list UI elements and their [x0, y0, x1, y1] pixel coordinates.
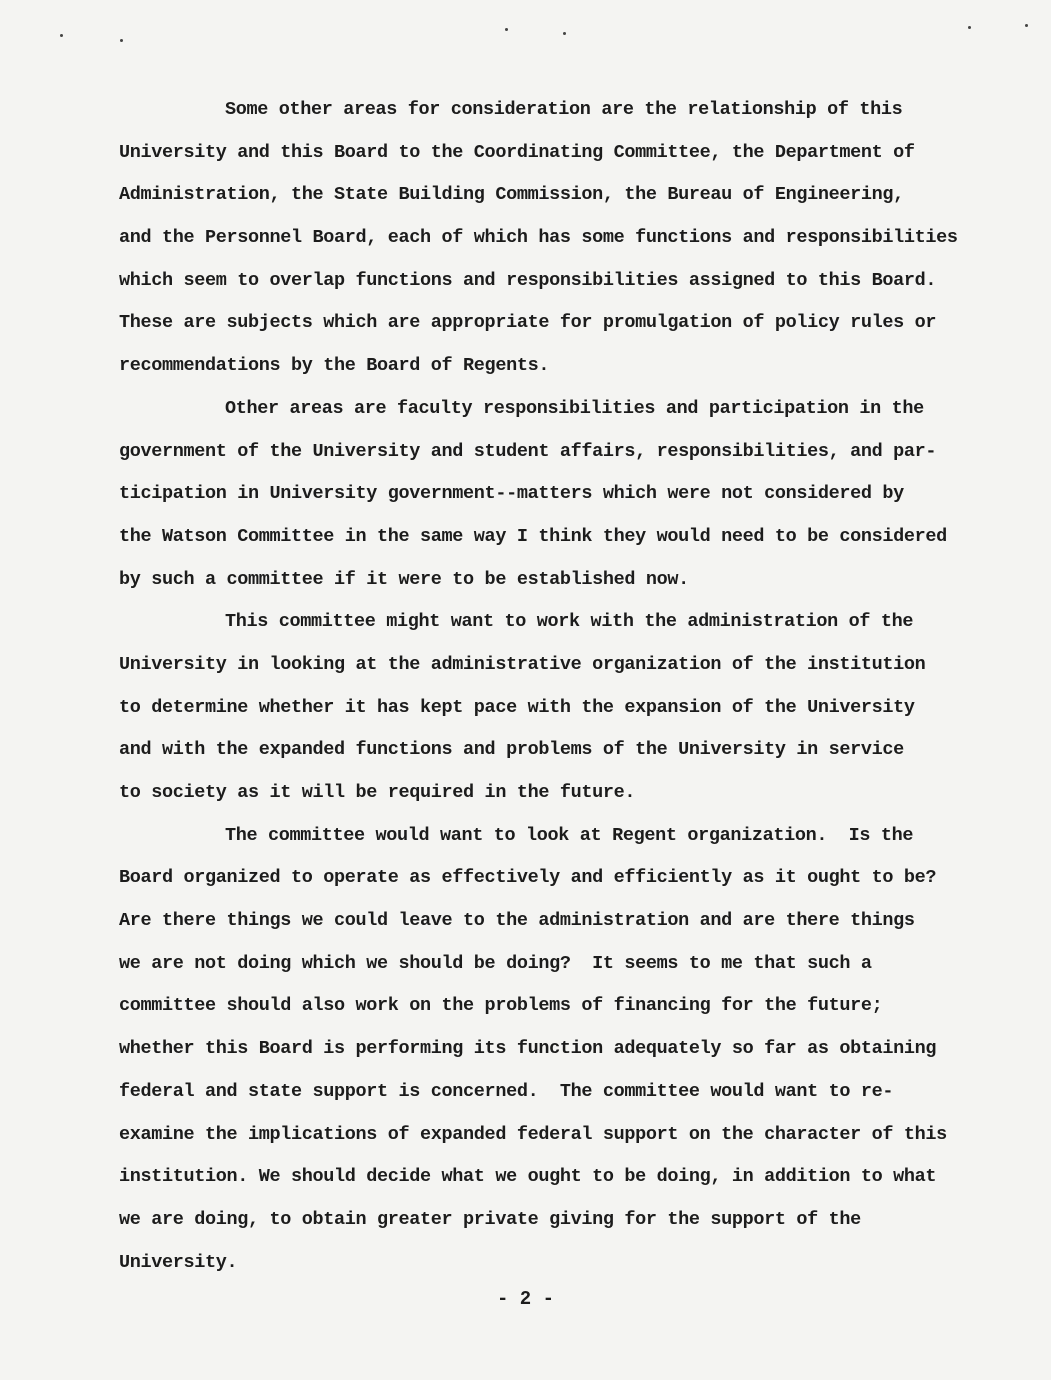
text-line: government of the University and student affairs, responsibilities, and par-	[119, 440, 937, 462]
text-line: The committee would want to look at Regent organization. Is the	[225, 824, 914, 846]
text-line: These are subjects which are appropriate for promulgation of policy rules or	[119, 312, 937, 334]
text-line: Board organized to operate as effectively and efficiently as it ought to be?	[119, 867, 937, 889]
paragraph-3	[119, 601, 949, 814]
text-line: and with the expanded functions and problems of the University in service	[119, 739, 904, 761]
paragraph-2	[119, 388, 949, 601]
text-line: we are doing, to obtain greater private giving for the support of the	[119, 1208, 861, 1230]
text-line: to society as it will be required in the future.	[119, 782, 636, 803]
paragraph-4	[119, 815, 949, 1285]
page-number: - 2 -	[496, 1288, 554, 1310]
text-line: examine the implications of expanded federal support on the character of this	[119, 1123, 947, 1145]
text-line: Some other areas for consideration are the relationship of this	[225, 99, 903, 120]
text-line: This committee might want to work with the administration of the	[225, 611, 914, 633]
text-line: which seem to overlap functions and responsibilities assigned to this Board.	[119, 269, 937, 291]
text-line: by such a committee if it were to be established now.	[119, 568, 689, 590]
text-line: University.	[119, 1251, 238, 1273]
text-line: and the Personnel Board, each of which has some functions and responsibilities	[119, 227, 958, 249]
body-text	[119, 89, 958, 1284]
text-line: Are there things we could leave to the administration and are there things	[119, 910, 915, 932]
text-line: to determine whether it has kept pace with the expansion of the University	[119, 696, 915, 718]
text-line: Administration, the State Building Commission, the Bureau of Engineering,	[119, 184, 904, 206]
text-line: federal and state support is concerned. The committee would want to re-	[119, 1080, 894, 1102]
text-line: whether this Board is performing its function adequately so far as obtaining	[119, 1038, 937, 1060]
text-line: University and this Board to the Coordinating Committee, the Department of	[119, 141, 915, 163]
text-line: the Watson Committee in the same way I think they would need to be considered	[119, 525, 947, 547]
text-line: Other areas are faculty responsibilities and participation in the	[225, 397, 924, 419]
text-line: committee should also work on the problems of financing for the future;	[119, 995, 883, 1017]
paragraph-1	[119, 89, 958, 388]
text-line: recommendations by the Board of Regents.	[119, 355, 550, 377]
text-line: institution. We should decide what we ought to be doing, in addition to what	[119, 1166, 937, 1188]
text-line: ticipation in University government--matters which were not considered by	[119, 483, 904, 505]
text-line: we are not doing which we should be doing? It seems to me that such a	[119, 952, 872, 974]
text-line: University in looking at the administrative organization of the institution	[119, 653, 926, 675]
